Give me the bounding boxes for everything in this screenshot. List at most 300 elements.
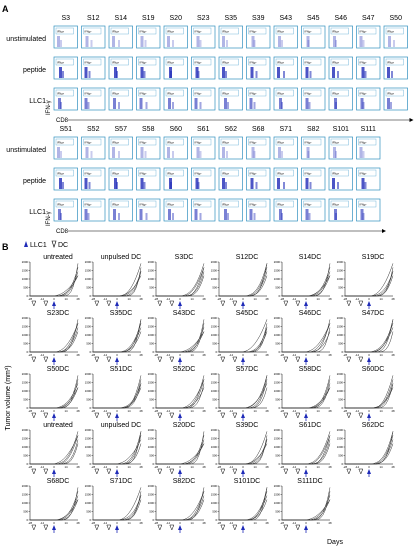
facs-plot <box>164 199 188 221</box>
y-tick-label: 1000 <box>336 389 343 394</box>
block2-row-label-1: peptide <box>23 178 46 185</box>
x-tick-label: 0 <box>179 465 181 469</box>
y-tick-label: 500 <box>23 397 28 402</box>
gate-label: IFNg+ <box>359 203 367 207</box>
dc-triangle-icon <box>95 469 99 474</box>
facs-plot <box>274 88 298 110</box>
y-tick-label: 2000 <box>273 260 280 265</box>
facs-plot <box>54 199 78 221</box>
plot-title: S3DC <box>174 254 194 261</box>
tumor-growth-curve <box>30 487 78 520</box>
x-tick-label: -28 <box>90 297 96 301</box>
tumor-growth-curve <box>282 444 330 464</box>
plot-title: S57DC <box>235 366 259 373</box>
dc-triangle-icon <box>95 301 99 306</box>
facs-dots <box>365 71 367 78</box>
dc-triangle-icon <box>107 357 111 362</box>
plot-title: S52DC <box>172 366 196 373</box>
dc-triangle-icon <box>233 525 237 530</box>
x-tick-label: 14 <box>190 297 194 301</box>
tumor-growth-curve <box>156 440 204 465</box>
facs-dots <box>222 178 225 189</box>
facs-dots <box>337 182 339 189</box>
tumor-growth-plot <box>274 254 332 309</box>
facs-plot <box>357 57 381 79</box>
facs-dots <box>197 36 200 47</box>
y-tick-label: 2000 <box>147 484 154 489</box>
x-tick-label: -28 <box>216 353 222 357</box>
y-tick-label: 0 <box>89 462 91 467</box>
gate-label: IFNg+ <box>222 141 230 145</box>
llc1-arrow-icon <box>241 357 245 362</box>
y-tick-label: 1500 <box>273 492 280 497</box>
tumor-growth-curve <box>282 323 330 352</box>
x-tick-label: -28 <box>90 465 96 469</box>
facs-dots <box>172 102 174 109</box>
facs-dots <box>89 71 91 78</box>
y-tick-label: 1500 <box>147 324 154 329</box>
x-tick-label: 0 <box>305 409 307 413</box>
dc-triangle-icon <box>233 469 237 474</box>
y-tick-label: 0 <box>215 350 217 355</box>
facs-dots <box>388 36 391 47</box>
x-tick-label: -28 <box>216 465 222 469</box>
facs-dots <box>198 71 200 78</box>
x-tick-label: 0 <box>179 521 181 525</box>
block2-sample-S111: S111 <box>360 126 376 133</box>
facs-plot <box>137 57 161 79</box>
y-tick-label: 0 <box>152 350 154 355</box>
y-tick-label: 2000 <box>84 428 91 433</box>
y-tick-label: 2000 <box>84 484 91 489</box>
gate-label: IFNg+ <box>84 30 92 34</box>
y-tick-label: 2000 <box>273 484 280 489</box>
x-tick-label: 14 <box>379 353 383 357</box>
tumor-growth-curve <box>219 375 267 408</box>
gate-label: IFNg+ <box>332 203 340 207</box>
tumor-growth-curve <box>30 319 78 352</box>
facs-dots <box>116 182 118 189</box>
plot-title: S12DC <box>235 254 259 261</box>
llc1-arrow-icon <box>115 413 119 418</box>
tumor-growth-curve <box>156 496 204 521</box>
dc-triangle-icon <box>296 413 300 418</box>
tumor-growth-plot <box>274 422 332 477</box>
tumor-growth-curve <box>282 267 330 296</box>
y-tick-label: 2000 <box>273 372 280 377</box>
dc-triangle-icon <box>233 357 237 362</box>
y-tick-label: 2000 <box>210 372 217 377</box>
tumor-growth-curve <box>93 276 141 296</box>
y-tick-label: 1500 <box>273 268 280 273</box>
facs-dots <box>281 40 283 47</box>
legend-llc1-label: LLC1 <box>30 242 47 249</box>
tumor-growth-curve <box>345 444 393 464</box>
facs-plot <box>219 88 243 110</box>
tumor-growth-plot <box>22 478 80 533</box>
tumor-growth-curve <box>93 440 141 465</box>
y-tick-label: 1500 <box>21 492 28 497</box>
tumor-growth-curve <box>219 328 267 353</box>
tumor-growth-plot <box>211 310 269 365</box>
block1-sample-S35: S35 <box>224 15 237 22</box>
plot-title: untreated <box>43 422 73 429</box>
x-tick-label: 0 <box>368 353 370 357</box>
facs-dots <box>168 209 171 220</box>
y-tick-label: 1000 <box>84 333 91 338</box>
y-tick-label: 0 <box>26 462 28 467</box>
x-tick-label: -14 <box>165 521 171 525</box>
x-tick-label: 14 <box>379 465 383 469</box>
llc1-arrow-icon <box>304 301 308 306</box>
tumor-growth-curve <box>219 500 267 520</box>
facs-dots <box>172 213 174 220</box>
block2-row-label-2: LLC1 <box>29 209 46 216</box>
y-tick-label: 500 <box>23 509 28 514</box>
llc1-arrow-icon <box>304 469 308 474</box>
plot-title: S62DC <box>361 422 385 429</box>
plot-title: S68DC <box>46 478 70 485</box>
gate-label: IFNg+ <box>112 30 120 34</box>
y-tick-label: 0 <box>26 294 28 299</box>
facs-plot <box>274 26 298 48</box>
tumor-growth-curve <box>156 323 204 352</box>
plot-title: unpulsed DC <box>100 422 142 429</box>
y-tick-label: 1500 <box>273 380 280 385</box>
facs-plot <box>109 137 133 159</box>
tumor-growth-curve <box>345 384 393 409</box>
y-tick-label: 2000 <box>21 428 28 433</box>
facs-dots <box>167 36 170 47</box>
gate-label: IFNg+ <box>167 61 175 65</box>
y-tick-label: 500 <box>212 285 217 290</box>
tumor-growth-curve <box>282 272 330 297</box>
y-tick-label: 1500 <box>21 268 28 273</box>
facs-dots <box>60 102 62 109</box>
x-tick-label: 14 <box>64 465 68 469</box>
tumor-growth-curve <box>156 388 204 408</box>
panel-b-label: B <box>2 242 9 252</box>
tumor-growth-plot <box>337 254 395 309</box>
facs-dots <box>332 178 335 189</box>
facs-plot <box>219 57 243 79</box>
dc-triangle-icon <box>44 301 48 306</box>
block2-sample-S52: S52 <box>87 126 100 133</box>
y-tick-label: 500 <box>23 453 28 458</box>
block2-sample-S68: S68 <box>252 126 265 133</box>
plot-title: S71DC <box>109 478 133 485</box>
plot-title: S101DC <box>233 478 261 485</box>
dc-triangle-icon <box>347 301 351 306</box>
dc-triangle-icon <box>32 357 36 362</box>
y-tick-label: 500 <box>212 397 217 402</box>
y-tick-label: 1000 <box>21 389 28 394</box>
dc-triangle-icon <box>32 525 36 530</box>
dc-triangle-icon <box>158 357 162 362</box>
facs-plot <box>164 88 188 110</box>
x-tick-label: 28 <box>139 409 143 413</box>
facs-dots <box>195 209 198 220</box>
facs-dots <box>141 67 144 78</box>
y-tick-label: 0 <box>26 406 28 411</box>
tumor-growth-plot <box>337 422 395 477</box>
x-tick-label: 0 <box>242 465 244 469</box>
facs-plot <box>219 168 243 190</box>
x-tick-label: -28 <box>279 353 285 357</box>
tumor-growth-plot <box>85 366 143 421</box>
y-tick-label: 2000 <box>210 484 217 489</box>
facs-dots <box>224 98 227 109</box>
facs-dots <box>308 151 310 158</box>
block2-sample-S62: S62 <box>224 126 237 133</box>
y-tick-label: 1500 <box>273 436 280 441</box>
y-tick-label: 500 <box>86 397 91 402</box>
x-tick-label: 28 <box>76 465 80 469</box>
x-tick-label: 28 <box>265 409 269 413</box>
facs-dots <box>251 178 254 189</box>
facs-plot <box>302 199 326 221</box>
y-tick-label: 500 <box>338 397 343 402</box>
x-tick-label: 0 <box>179 353 181 357</box>
dc-triangle-icon <box>107 469 111 474</box>
y-tick-label: 1000 <box>273 389 280 394</box>
facs-plot <box>357 137 381 159</box>
tumor-growth-curve <box>30 323 78 352</box>
gate-label: IFNg+ <box>84 141 92 145</box>
gate-label: IFNg+ <box>167 172 175 176</box>
facs-dots <box>118 40 120 47</box>
facs-plot <box>109 199 133 221</box>
x-tick-label: 28 <box>139 353 143 357</box>
x-tick-label: 0 <box>53 521 55 525</box>
dc-triangle-icon <box>170 357 174 362</box>
tumor-growth-plot <box>274 366 332 421</box>
tumor-growth-curve <box>282 379 330 408</box>
dc-triangle-icon <box>158 525 162 530</box>
facs-dots <box>278 36 281 47</box>
llc1-arrow-icon <box>52 413 56 418</box>
y-tick-label: 0 <box>215 518 217 523</box>
y-tick-label: 1000 <box>21 501 28 506</box>
llc1-arrow-icon <box>178 469 182 474</box>
x-tick-label: 28 <box>76 297 80 301</box>
x-tick-label: 14 <box>127 353 131 357</box>
y-tick-label: 500 <box>149 509 154 514</box>
facs-dots <box>85 178 88 189</box>
facs-plot <box>274 168 298 190</box>
x-tick-label: 0 <box>242 521 244 525</box>
y-tick-label: 1500 <box>210 436 217 441</box>
facs-plot <box>302 57 326 79</box>
x-tick-label: -28 <box>279 521 285 525</box>
gate-label: IFNg+ <box>139 203 147 207</box>
plot-title: S60DC <box>361 366 385 373</box>
facs-dots <box>337 71 339 78</box>
y-tick-label: 1000 <box>336 445 343 450</box>
facs-dots <box>277 178 280 189</box>
tumor-growth-curve <box>219 276 267 296</box>
facs-dots <box>172 151 174 158</box>
gate-label: IFNg+ <box>359 61 367 65</box>
tumor-growth-curve <box>93 263 141 296</box>
facs-dots <box>195 98 198 109</box>
facs-plot <box>82 137 106 159</box>
tumor-growth-curve <box>345 431 393 464</box>
y-tick-label: 0 <box>89 518 91 523</box>
llc1-arrow-icon <box>241 301 245 306</box>
gate-label: IFNg+ <box>84 92 92 96</box>
facs-plot <box>302 88 326 110</box>
y-tick-label: 1000 <box>84 389 91 394</box>
x-tick-label: 28 <box>202 409 206 413</box>
dc-triangle-icon <box>170 469 174 474</box>
gate-label: IFNg+ <box>277 61 285 65</box>
dc-triangle-icon <box>170 525 174 530</box>
x-tick-label: -28 <box>153 465 159 469</box>
dc-triangle-icon <box>347 357 351 362</box>
y-tick-label: 0 <box>26 350 28 355</box>
x-tick-label: 28 <box>328 465 332 469</box>
x-tick-label: 14 <box>316 297 320 301</box>
llc1-arrow-icon <box>52 469 56 474</box>
facs-plot <box>357 199 381 221</box>
x-tick-label: -14 <box>102 353 108 357</box>
x-tick-label: 14 <box>379 409 383 413</box>
y-tick-label: 1500 <box>273 324 280 329</box>
tumor-growth-curve <box>282 384 330 409</box>
y-tick-label: 1500 <box>21 324 28 329</box>
plot-title: S47DC <box>361 310 385 317</box>
gate-label: IFNg+ <box>112 172 120 176</box>
facs-dots <box>306 178 309 189</box>
dc-triangle-icon <box>95 525 99 530</box>
y-tick-label: 500 <box>275 397 280 402</box>
gate-label: IFNg+ <box>359 30 367 34</box>
x-tick-label: 14 <box>190 465 194 469</box>
tumor-growth-plot <box>148 422 206 477</box>
y-tick-label: 500 <box>338 285 343 290</box>
legend-dc-triangle-icon <box>52 241 56 247</box>
x-tick-label: 14 <box>64 521 68 525</box>
facs-dots <box>60 40 62 47</box>
x-tick-label: -14 <box>39 521 45 525</box>
facs-plot <box>384 57 408 79</box>
gate-label: IFNg+ <box>112 203 120 207</box>
tumor-growth-curve <box>219 496 267 521</box>
gate-label: IFNg+ <box>194 61 202 65</box>
tumor-growth-curve <box>156 444 204 464</box>
dc-triangle-icon <box>170 301 174 306</box>
x-tick-label: 28 <box>265 465 269 469</box>
tumor-growth-curve <box>156 272 204 297</box>
gate-label: IFNg+ <box>222 172 230 176</box>
y-tick-label: 1000 <box>147 445 154 450</box>
llc1-arrow-icon <box>304 413 308 418</box>
facs-plot <box>329 199 353 221</box>
gate-label: IFNg+ <box>249 172 257 176</box>
dc-triangle-icon <box>170 413 174 418</box>
y-tick-label: 500 <box>338 453 343 458</box>
x-tick-label: 28 <box>202 297 206 301</box>
plot-title: S43DC <box>172 310 196 317</box>
x-tick-label: -14 <box>291 409 297 413</box>
x-tick-label: -28 <box>27 521 33 525</box>
x-tick-label: 0 <box>116 297 118 301</box>
llc1-arrow-icon <box>241 525 245 530</box>
facs-dots <box>306 67 309 78</box>
dc-triangle-icon <box>296 469 300 474</box>
x-tick-label: 0 <box>242 297 244 301</box>
block1-sample-S45: S45 <box>307 15 320 22</box>
gate-label: IFNg+ <box>249 61 257 65</box>
gate-label: IFNg+ <box>387 92 395 96</box>
x-tick-label: -14 <box>165 353 171 357</box>
x-tick-label: -14 <box>102 465 108 469</box>
y-tick-label: 2000 <box>21 484 28 489</box>
tumor-growth-curve <box>219 375 267 408</box>
x-tick-label: -14 <box>39 409 45 413</box>
facs-dots <box>145 40 147 47</box>
facs-dots <box>360 36 363 47</box>
facs-dots <box>91 40 93 47</box>
gate-label: IFNg+ <box>57 61 65 65</box>
tumor-growth-plot <box>22 366 80 421</box>
gate-label: IFNg+ <box>139 92 147 96</box>
gate-label: IFNg+ <box>332 92 340 96</box>
y-tick-label: 0 <box>215 294 217 299</box>
facs-dots <box>57 147 60 158</box>
facs-dots <box>360 147 363 158</box>
dc-triangle-icon <box>221 413 225 418</box>
x-tick-label: -28 <box>216 521 222 525</box>
block2-sample-S60: S60 <box>169 126 182 133</box>
tumor-growth-curve <box>219 332 267 352</box>
tumor-growth-curve <box>345 388 393 408</box>
x-tick-label: -28 <box>90 353 96 357</box>
tumor-growth-curve <box>219 328 267 353</box>
y-tick-label: 1000 <box>210 333 217 338</box>
x-tick-label: -28 <box>279 409 285 413</box>
tumor-growth-plot <box>211 422 269 477</box>
x-tick-label: -14 <box>228 353 234 357</box>
y-tick-label: 0 <box>152 294 154 299</box>
tumor-growth-curve <box>156 487 204 520</box>
facs-dots <box>226 151 228 158</box>
facs-plot <box>192 26 216 48</box>
gate-label: IFNg+ <box>57 141 65 145</box>
y-tick-label: 1500 <box>210 492 217 497</box>
dc-triangle-icon <box>347 469 351 474</box>
x-tick-label: 0 <box>305 297 307 301</box>
y-tick-label: 0 <box>278 518 280 523</box>
tumor-growth-curve <box>156 384 204 409</box>
dc-triangle-icon <box>107 525 111 530</box>
block2-y-axis-label: IFN-γ <box>46 211 52 226</box>
dc-triangle-icon <box>359 301 363 306</box>
y-tick-label: 1500 <box>336 380 343 385</box>
tumor-growth-curve <box>282 496 330 521</box>
facs-plot <box>247 199 271 221</box>
facs-plot <box>109 168 133 190</box>
x-tick-label: -28 <box>153 409 159 413</box>
block2-x-axis-label: CD8 <box>56 229 69 235</box>
y-tick-label: 1500 <box>210 324 217 329</box>
x-tick-label: 0 <box>116 465 118 469</box>
tumor-growth-curve <box>30 435 78 464</box>
facs-dots <box>86 36 89 47</box>
plot-title: S20DC <box>172 422 196 429</box>
x-tick-label: 14 <box>190 353 194 357</box>
